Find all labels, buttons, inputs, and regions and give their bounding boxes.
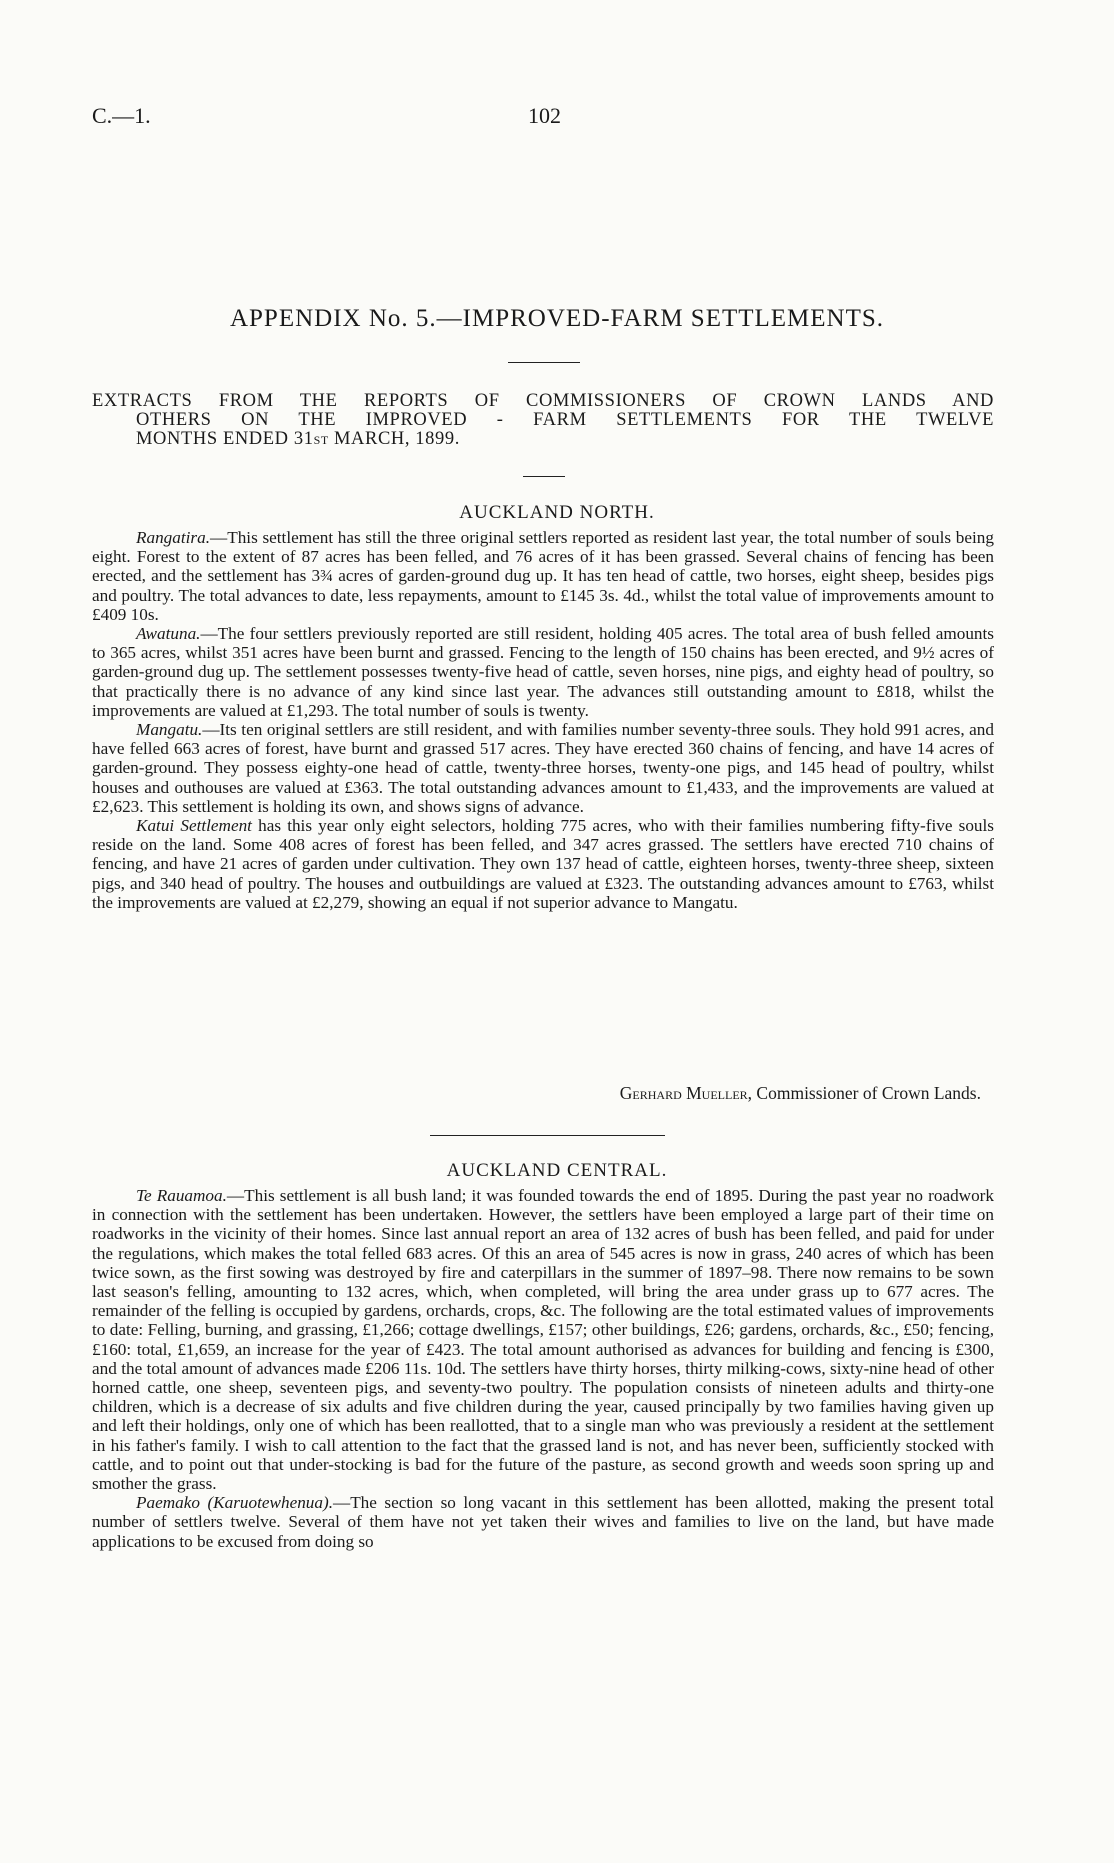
settlement-name-mangatu: Mangatu. [136, 720, 203, 740]
extracts-heading-line-3-b: MARCH, 1899. [328, 429, 460, 449]
section-heading-auckland-north: AUCKLAND NORTH. [459, 502, 655, 523]
mangatu-text: —Its ten original settlers are still resident, and with families number seventy-three souls. They hold 991 acres, and have felled 663 acres of forest, have burnt and grassed 517 acres. They have erected 360 chains of fencing, and have 14 acres of garden-ground. They possess eighty-one head of cattle, twenty-three horses, twenty-one pigs, and 145 head of poultry, whilst houses and outhouses are valued at £363. The total outstanding advances amount to £1,433, and the improvements are valued at £2,623. This settlement is holding its own, and shows signs of advance. [92, 720, 994, 816]
signature-name: Gerhard Mueller [619, 1083, 748, 1103]
settlement-name-te-rauamoa: Te Rauamoa. [136, 1186, 227, 1205]
settlement-name-paemako: Paemako (Karuotewhenua). [136, 1493, 333, 1513]
extracts-heading-line-2: OTHERS ON THE IMPROVED - FARM SETTLEMENTS FOR THE TWELVE [136, 410, 994, 430]
appendix-title: APPENDIX No. 5.—IMPROVED-FARM SETTLEMENTS. [229, 305, 885, 332]
awatuna-text: —The four settlers previously reported are still resident, holding 405 acres. The total area of bush felled amounts to 365 acres, whilst 351 acres have been burnt and grassed. Fencing to the length of 150 chains has been erected, and 9½ acres of garden-ground dug up. The settlement possesses twenty-five head of cattle, seven horses, nine pigs, and eighty head of poultry, so that practically there is no advance of any kind since last year. The advances still outstanding amount to £818, whilst the improvements are valued at £1,293. The total number of souls is twenty. [92, 624, 994, 720]
section-heading-auckland-central: AUCKLAND CENTRAL. [446, 1160, 668, 1181]
paragraph-mangatu [92, 720, 994, 816]
paragraph-rangatira [92, 528, 994, 624]
paemako-text: —The section so long vacant in this settlement has been allotted, making the present total number of settlers twelve. Several of them have not yet taken their wives and families to live on the land, but have made applications to be excused from doing so [92, 1493, 994, 1551]
paragraph-paemako [92, 1493, 994, 1551]
extracts-heading [92, 392, 994, 450]
paragraph-te-rauamoa [92, 1186, 994, 1493]
auckland-north-body [92, 528, 994, 912]
extracts-heading-line-1: EXTRACTS FROM THE REPORTS OF COMMISSIONERS OF CROWN LANDS AND [92, 391, 994, 411]
section-divider [430, 1135, 665, 1136]
extracts-heading-ordinal: ST [313, 433, 329, 447]
katui-text: has this year only eight selectors, holding 775 acres, who with their families numbering fifty-five souls reside on the land. Some 408 acres of forest has been felled, and 347 acres grassed. The settlers have erected 710 chains of fencing, and have 21 acres of garden under cultivation. They own 137 head of cattle, eighteen horses, twenty-three sheep, sixteen pigs, and 340 head of poultry. The houses and outbuildings are valued at £323. The outstanding advances amount to £763, whilst the improvements are valued at £2,279, showing an equal if not superior advance to Mangatu. [92, 816, 994, 912]
signature-title: , Commissioner of Crown Lands. [747, 1083, 981, 1103]
heading-rule [523, 476, 565, 477]
auckland-central-body [92, 1186, 994, 1551]
title-rule [508, 362, 580, 363]
paragraph-katui [92, 816, 994, 912]
settlement-name-katui: Katui Settlement [136, 816, 252, 836]
extracts-heading-line-3 [92, 430, 994, 450]
extracts-heading-line-3-a: MONTHS ENDED 31 [136, 429, 314, 449]
te-rauamoa-text: —This settlement is all bush land; it was founded towards the end of 1895. During the past year no roadwork in connection with the settlement has been undertaken. However, the settlers have been employed a large part of their time on roadworks in the vicinity of their homes. Since last annual report an area of 132 acres of bush has been felled, and paid for under the regulations, which makes the total felled 683 acres. Of this an area of 545 acres is now in grass, 240 acres of which has been twice sown, as the first sowing was destroyed by fire and caterpillars in the summer of 1897–98. There now remains to be sown last season's felling, amounting to 132 acres, which, when completed, will bring the area under grass up to 677 acres. The remainder of the felling is occupied by gardens, orchards, crops, &c. The following are the total estimated values of improvements to date: Felling, burning, and grassing, £1,266; cottage dwellings, £157; other buildings, £26; gardens, orchards, &c., £50; fencing, £160: total, £1,659, an increase for the year of £423. The total amount authorised as advances for building and fencing is £300, and the total amount of advances made £206 11s. 10d. The settlers have thirty horses, thirty milking-cows, sixty-nine head of other horned cattle, one sheep, seventeen pigs, and seventy-two poultry. The population consists of nineteen adults and thirty-one children, which is a decrease of six adults and five children during the year, caused principally by two families having given up and left their holdings, only one of which has been reallotted, that to a single man who was previously a resident at the settlement in his father's family. I wish to call attention to the fact that the grassed land is not, and has never been, sufficiently stocked with cattle, and to point out that under-stocking is bad for the future of the pasture, as second growth and weeds soon spring up and smother the grass. [92, 1186, 994, 1494]
page-reference: C.—1. [92, 103, 151, 128]
paragraph-awatuna [92, 624, 994, 720]
page-number: 102 [528, 103, 561, 128]
settlement-name-awatuna: Awatuna. [136, 624, 201, 644]
rangatira-text: —This settlement has still the three original settlers reported as resident last year, the total number of souls being eight. Forest to the extent of 87 acres has been felled, and 76 acres of it has been grassed. Several chains of fencing has been erected, and the settlement has 3¾ acres of garden-ground dug up. It has ten head of cattle, two horses, eight sheep, besides pigs and poultry. The total advances to date, less repayments, amount to £145 3s. 4d., whilst the total value of improvements amount to £409 10s. [92, 528, 994, 624]
settlement-name-rangatira: Rangatira. [136, 528, 211, 547]
signature [620, 1083, 981, 1104]
